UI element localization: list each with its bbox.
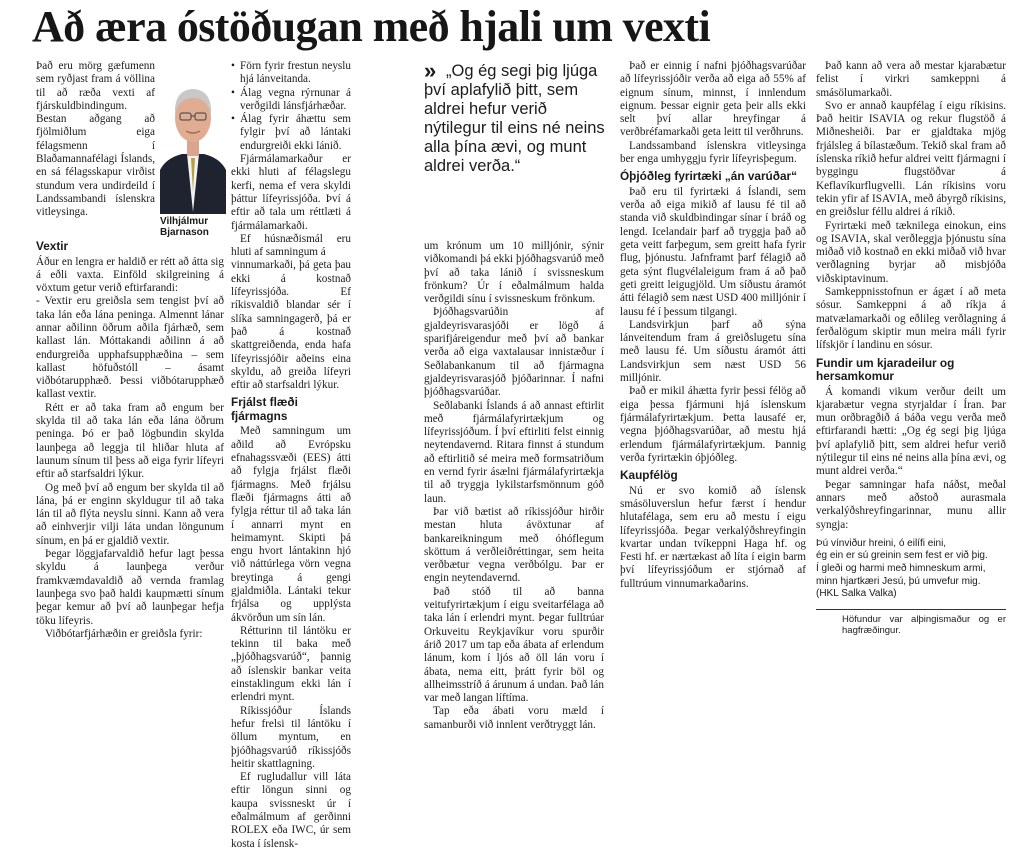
paragraph: Þegar samningar hafa náðst, meðal annars með aðstoð aurasmala verkalýðshreyfingarinnar, munu allir syngja: bbox=[816, 478, 1006, 531]
paragraph: Rétturinn til lántöku er tekinn til baka með „þjóðhagsvarúð“, þannig að íslenskir bankar veita einstaklingum ekki lán í erlendri mynt. bbox=[231, 624, 351, 704]
paragraph: Samkeppnisstofnun er ágæt í að meta sósur. Samkeppni á að ríkja á matvælamarkaði og eðlileg verðlagning á ferðalögum skiptir mun meira máli fyrir lífskjör í landinu en sósur. bbox=[816, 286, 1006, 352]
poem-attribution: (HKL Salka Valka) bbox=[816, 588, 897, 600]
poem-quote bbox=[816, 538, 1006, 601]
list-item: • Förn fyrir frestun neyslu hjá lánveitanda. bbox=[240, 60, 351, 87]
paragraph: Ríkissjóður Íslands hefur frelsi til lántöku í öllum myntum, en þjóðhagsvarúð ríkissjóðs heitir skattlagning. bbox=[231, 704, 351, 770]
paragraph: Og með því að engum ber skylda til að lána, þá er enginn skyldugur til að taka lán til að flýta neyslu sinni. Kann að vera að einhverjir vilji láta undan löngunum sínum, en þá er gjaldið vextir. bbox=[36, 481, 224, 547]
paragraph: Það kann að vera að mestar kjarabætur felist í virkri samkeppni á smásölumarkaði. bbox=[816, 60, 1006, 99]
paragraph: Það stóð til að banna veitufyrirtækjum í eigu sveitarfélaga að taka lán í erlendri mynt. Þegar fulltrúar Orkuveitu Reykjavíkur voru spurðir árið 2017 um tap eða ábata af erlendum lánum, kom í ljós að öll lán voru í ábata, nema eitt, þrátt fyrir böl og allheimsstríð á árunum á undan. Það lán var með langan líftíma. bbox=[424, 585, 604, 705]
column-5 bbox=[816, 60, 1006, 665]
paragraph: um krónum um 10 milljónir, sýnir viðkomandi þá ekki þjóðhagsvarúð með því að taka lánið í svissneskum frönkum? Úr í eðalmálmum halda verðgildi sínu í svissneskum frönkum. bbox=[424, 240, 604, 306]
author-photo bbox=[160, 62, 226, 228]
paragraph: vinnumarkaði, þá geta þau ekki á kostnað lífeyrissjóða. Ef ríkisvaldið blandar sér í slíka samningagerð, þá er það á kostnað skattgreiðenda, enda hafa lífeyrissjóðir aðeins eina skyldu, að greiða lífeyri eftir að starfsaldri lýkur. bbox=[231, 259, 351, 392]
poem-line: Í gleði og harmi með himneskum armi, bbox=[816, 562, 986, 574]
paragraph: Landssamband íslenskra vitleysinga ber enga umhyggju fyrir lífeyrisþegum. bbox=[620, 139, 806, 166]
list-item: • Álag vegna rýrnunar á verðgildi lánsfjárhæðar. bbox=[240, 87, 351, 114]
paragraph: Með samningum um aðild að Evrópsku efnahagssvæði (EES) átti að fylgja frjálst flæði fjármagns. Með frjálsu flæði fjármagns átti að fylgja réttur til að taka lán í annarri mynt en heimamynt. Skipti þá engu hvort lántakinn hjó við náttúrlega vörn vegna breytinga á gengi gjaldmiðla. Lántaki tekur frjálsa og upplýsta ákvörðun um sín lán. bbox=[231, 425, 351, 624]
column-4 bbox=[620, 60, 806, 665]
paragraph: Seðlabanki Íslands á að annast eftirlit með fjármálafyrirtækjum og lífeyrissjóðum. Í því eftirliti felst einnig neytendavernd. Ritara finnst á stundum að eftirlitið sé meira með formsatriðum en vernd fyrir ásælni fjármálafyrirtækja til að tryggja lykilstarfsmönnum góð laun. bbox=[424, 399, 604, 505]
poem-line: Þú vínviður hreini, ó eilífi eini, bbox=[816, 537, 947, 549]
paragraph: Áður en lengra er haldið er rétt að átta sig á eðli vaxta. Einföld skilgreining á vöxtum getur verið eftirfarandi: bbox=[36, 255, 224, 295]
paragraph: Það eru til fyrirtæki á Íslandi, sem verða að eiga mikið af lausu fé til að standa við skuldbindingar sínar í bráð og lengd. Icelandair þarf að tryggja það að geta veitt farþegum, sem greitt hafa fyrir flug, þjónustu. Jafnframt þarf félagið að geta sýnt flugvélaleigum fram á að það geti greitt leigugjöld. Um síðustu áramót átti félagið sem næst USD 400 milljónir í lausu fé í þessum tilgangi. bbox=[620, 185, 806, 318]
paragraph: Á komandi vikum verður deilt um kjarabætur vegna styrjaldar í Íran. Þar mun orðbragðið á báða vegu verða með eftirfarandi hætti: „Og ég segi þig ljúga því aplafylið þitt, sem aldrei hefur verið nýtilegur til eins né neins alla þína ævi, og munt aldrei verða.“ bbox=[816, 385, 1006, 478]
paragraph: Ef húsnæðismál eru hluti af samningum á bbox=[231, 232, 351, 259]
column-3 bbox=[424, 240, 604, 731]
paragraph: Rétt er að taka fram að engum ber skylda til að taka lán eða lána öðrum peninga. Þó er það lögbundin skylda launþega að leggja til hliðar hluta af launum sínum til þess að eiga fyrir lífeyri eftir að starfsaldri lýkur. bbox=[36, 401, 224, 481]
subheading-kaupfelog: Kaupfélög bbox=[620, 468, 678, 483]
paragraph: Það eru mörg gæfumenn sem ryðjast fram á völlina til að ræða vexti af fjárskuldbindingum. bbox=[36, 60, 155, 112]
paragraph: Bestan aðgang að fjölmiðlum eiga félagsmenn í Blaðamannafélagi Íslands, en sá félagsskapur virðist stundum vera undirdeild í Landssambandi íslenskra vitleysinga. bbox=[36, 113, 155, 219]
paragraph: Það er einnig í nafni þjóðhagsvarúðar að lífeyrissjóðir verða að eiga að 55% af eignum sínum, minnst, í innlendum eignum. Þessar eignir geta þeir alls ekki selt því allar hreyfingar á verðbréfamarkaði geta leitt til verðhruns. bbox=[620, 60, 806, 139]
subheading-frjalst-flaedi: Frjálst flæði fjármagns bbox=[231, 395, 298, 423]
paragraph: Fjármálamarkaður er ekki hluti af félagslegu kerfi, nema ef vera skyldi þáttur lífeyrissjóða. Því á eftir að tala um réttlæti á fjármálamarkaði. bbox=[231, 153, 351, 232]
paragraph: Tap eða ábati voru mæld í samanburði við innlent verðtryggt lán. bbox=[424, 705, 604, 731]
photo-caption: Vilhjálmur Bjarnason bbox=[160, 214, 228, 238]
paragraph: Svo er annað kaupfélag í eigu ríkisins. Það heitir ISAVIA og rekur flugstöð á Miðnesheiði. Þar er gjaldtaka mjög frjálsleg á bílastæðum. Tekið skal fram að íslenska ríkið hefur aldrei veitt fjármagni í byggingu flugstöðvar á Keflavíkurflugvelli. Lán ríkisins voru tekin yfir af ISAVIA, með ábyrgð ríkisins, en greiðslur féllu aldrei á ríkið. bbox=[816, 99, 1006, 219]
paragraph: Það er mikil áhætta fyrir þessi félög að eiga þessa fjármuni hjá íslenskum fjármálafyrirtækjum. Þetta lausafé er, vegna þjóðhagsvarúðar, að mestu hjá erlendum fjármálafyrirtækjum. Þannig verða fyrirtækin óþjóðleg. bbox=[620, 385, 806, 464]
quote-mark-icon: » bbox=[424, 58, 437, 83]
paragraph: Landsvirkjun þarf að sýna lánveitendum fram á greiðslugetu sína með lausu fé. Um síðustu áramót átti Landsvirkjun sem næst USD 56 milljónir. bbox=[620, 318, 806, 385]
subheading-othjodleg-fyrirtaeki: Óþjóðleg fyrirtæki „án varúðar“ bbox=[620, 169, 797, 184]
paragraph: Þjóðhagsvarúðin af gjaldeyrisvarasjóði er lögð á sparifjáreigendur með því að bankar verða að eiga vaxtalausar innistæður í Seðlabankanum til að fjármagna gjaldeyrisvarasjóð þjóðarinnar. Í nafni þjóðhagsvarúðar. bbox=[424, 306, 604, 399]
paragraph: Þar við bætist að ríkissjóður hirðir mestan hluta ávöxtunar af bankareikningum með óhóflegum sköttum á verðleiðréttingar, sem heita verðbætur vegna verðbólgu. Þar er engin neytendavernd. bbox=[424, 505, 604, 585]
paragraph: Fyrirtæki með tæknilega einokun, eins og ISAVIA, skal verðleggja þjónustu sína miðað við kostnað en ekki miðað við hvar verðlagning byrjar að misbjóða viðskiptavinum. bbox=[816, 219, 1006, 285]
headline: Að æra óstöðugan með hjali um vexti bbox=[32, 2, 711, 51]
paragraph: Ef rugludallur vill láta eftir löngun sinni og kaupa svissneskt úr í eðalmálmum af gerðinni ROLEX eða IWC, úr sem kosta í íslensk- bbox=[231, 771, 351, 850]
column-2 bbox=[231, 60, 351, 850]
list-item: • Álag fyrir áhættu sem fylgir því að lántaki endurgreiði ekki lánið. bbox=[240, 113, 351, 153]
paragraph: Nú er svo komið að íslensk smásöluverslun hefur færst í hendur hlutafélaga, sem eru að mestu í eigu lífeyrissjóða. Þegar verkalýðshreyfingin kvartar undan tvíkeppni Haga hf. og Festi hf. er nærtækast að líta í eigin barm því lífeyrissjóðum er stjórnað af fulltrúum vinnumarkaðarins. bbox=[620, 484, 806, 590]
paragraph: Viðbótarfjárhæðin er greiðsla fyrir: bbox=[45, 627, 203, 640]
paragraph: Þegar löggjafarvaldið hefur lagt þessa skyldu á launþega verður framkvæmdavaldið að vernda framlag launþega svo það haldi kaupmætti sínum þegar kemur að því að launþegar hefja töku lífeyris. bbox=[36, 548, 224, 627]
poem-line: ég ein er sú greinin sem fest er við þig. bbox=[816, 550, 988, 562]
author-byline: Höfundur var alþingismaður og er hagfræðingur. bbox=[816, 609, 1006, 637]
poem-line: minn hjartkæri Jesú, þú umvefur mig. bbox=[816, 575, 981, 587]
column-1-bottom bbox=[36, 236, 224, 666]
bullet-list bbox=[231, 60, 351, 153]
pull-quote: „Og ég segi þig ljúga því aplafylið þitt, sem aldrei hefur verið nýtilegur til eins né neins alla þína ævi, og munt aldrei verða.“ bbox=[424, 62, 605, 175]
subheading-vextir: Vextir bbox=[36, 239, 69, 253]
subheading-fundir-um-kjaradeilur: Fundir um kjaradeilur og hersamkomur bbox=[816, 355, 955, 384]
author-portrait-image bbox=[160, 62, 226, 214]
bullet-paragraph: - Vextir eru greiðsla sem tengist því að taka lán eða lána peninga. Almennt lánar annar aðilinn öðrum aðila fjárhæð, sem kallast lán. Móttakandi aðilinn á að endurgreiða upphafsupphæðina – sem kallast höfuðstóll – ásamt viðbótarupphæð. Þessi viðbótarupphæð kallast vextir. bbox=[36, 295, 224, 401]
